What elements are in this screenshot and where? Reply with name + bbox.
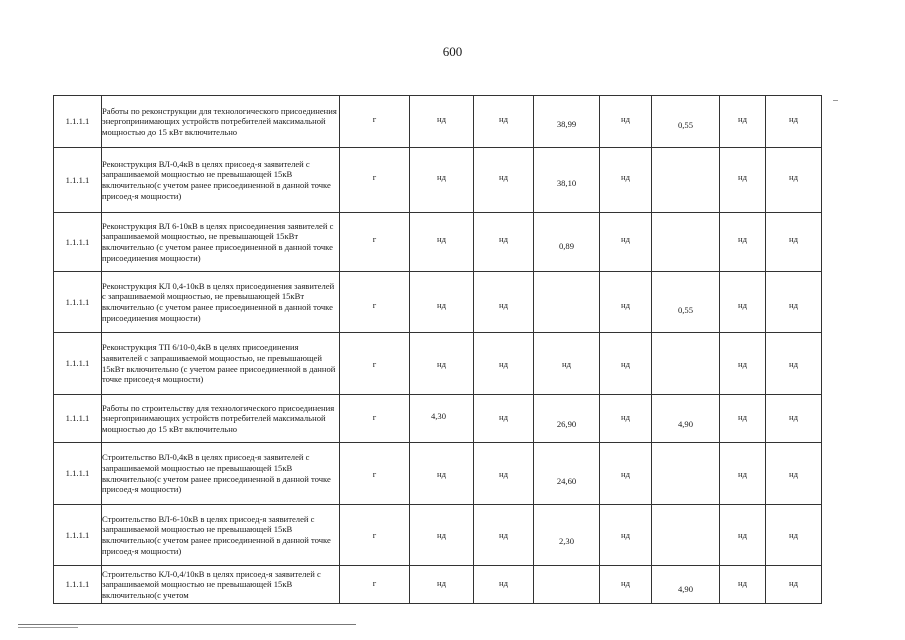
value-cell-c1 — [340, 443, 410, 505]
value-cell-c7 — [720, 333, 766, 395]
value-cell-c4 — [534, 213, 600, 272]
cell-value: нд — [621, 469, 630, 479]
value-cell-c2 — [410, 505, 474, 566]
value-cell-c6 — [652, 148, 720, 213]
value-cell-c7 — [720, 566, 766, 604]
cell-value: нд — [789, 300, 798, 310]
row-description-cell: Строительство КЛ-0,4/10кВ в целях присоед-я заявителей с запрашиваемой мощностью не превышающей 15кВ включительно(с учетом — [102, 566, 340, 604]
row-description-cell: Работы по реконструкции для технологического присоединения энергопринимающих устройств потребителей максимальной мощностью до 15 кВт включительно — [102, 96, 340, 148]
table-row — [54, 96, 822, 148]
value-cell-c2 — [410, 213, 474, 272]
value-cell-c8 — [766, 395, 822, 443]
value-cell-c4 — [534, 505, 600, 566]
value-cell-c6 — [652, 213, 720, 272]
cell-value: 0,55 — [677, 120, 694, 130]
cell-value: нд — [437, 172, 446, 182]
value-cell-c6 — [652, 272, 720, 333]
row-number-cell: 1.1.1.1 — [54, 272, 102, 333]
cell-value: нд — [499, 412, 508, 422]
cell-value: нд — [437, 359, 446, 369]
cell-value: 2,30 — [558, 536, 575, 546]
cell-value: нд — [789, 359, 798, 369]
value-cell-c1 — [340, 96, 410, 148]
value-cell-c4 — [534, 443, 600, 505]
value-cell-c1 — [340, 395, 410, 443]
cell-value: нд — [437, 114, 446, 124]
row-number-cell: 1.1.1.1 — [54, 395, 102, 443]
value-cell-c5 — [600, 96, 652, 148]
cell-value: г — [372, 359, 377, 369]
value-cell-c6 — [652, 96, 720, 148]
cell-value: г — [372, 530, 377, 540]
value-cell-c4 — [534, 566, 600, 604]
value-cell-c7 — [720, 505, 766, 566]
cell-value: нд — [621, 530, 630, 540]
row-number-cell: 1.1.1.1 — [54, 333, 102, 395]
data-table — [53, 95, 822, 604]
value-cell-c4 — [534, 96, 600, 148]
cell-value: 4,90 — [677, 584, 694, 594]
cell-value: нд — [621, 114, 630, 124]
value-cell-c8 — [766, 505, 822, 566]
cell-value: нд — [437, 469, 446, 479]
cell-value: нд — [437, 578, 446, 588]
value-cell-c3 — [474, 333, 534, 395]
cell-value: г — [372, 114, 377, 124]
value-cell-c8 — [766, 148, 822, 213]
cell-value: нд — [738, 359, 747, 369]
cell-value: 4,90 — [677, 419, 694, 429]
value-cell-c4 — [534, 333, 600, 395]
value-cell-c7 — [720, 148, 766, 213]
value-cell-c6 — [652, 333, 720, 395]
cell-value: нд — [621, 300, 630, 310]
cell-value: г — [372, 469, 377, 479]
cell-value: нд — [499, 469, 508, 479]
value-cell-c2 — [410, 96, 474, 148]
cell-value: нд — [789, 412, 798, 422]
scan-edge-line-short — [18, 627, 78, 628]
table-row — [54, 272, 822, 333]
table-row — [54, 566, 822, 604]
value-cell-c3 — [474, 213, 534, 272]
cell-value: нд — [789, 114, 798, 124]
row-description-cell: Работы по строительству для технологического присоединения энергопринимающих устройств потребителей максимальной мощностью до 15 кВт включительно — [102, 395, 340, 443]
value-cell-c1 — [340, 566, 410, 604]
cell-value: 0,89 — [558, 241, 575, 251]
row-number-cell: 1.1.1.1 — [54, 96, 102, 148]
table-row — [54, 213, 822, 272]
cell-value: нд — [437, 234, 446, 244]
value-cell-c1 — [340, 272, 410, 333]
cell-value: нд — [499, 359, 508, 369]
cell-value: нд — [789, 234, 798, 244]
cell-value: нд — [738, 469, 747, 479]
value-cell-c3 — [474, 566, 534, 604]
row-number-cell: 1.1.1.1 — [54, 148, 102, 213]
cell-value: г — [372, 234, 377, 244]
value-cell-c6 — [652, 566, 720, 604]
cell-value: 24,60 — [556, 476, 577, 486]
cell-value: нд — [621, 172, 630, 182]
row-number-cell: 1.1.1.1 — [54, 213, 102, 272]
cell-value: нд — [738, 114, 747, 124]
value-cell-c1 — [340, 148, 410, 213]
value-cell-c8 — [766, 272, 822, 333]
cell-value: нд — [738, 172, 747, 182]
cell-value: г — [372, 412, 377, 422]
value-cell-c8 — [766, 333, 822, 395]
cell-value: нд — [789, 172, 798, 182]
row-number-cell: 1.1.1.1 — [54, 566, 102, 604]
value-cell-c5 — [600, 148, 652, 213]
cell-value: нд — [499, 578, 508, 588]
row-description-cell: Реконструкция ВЛ 6-10кВ в целях присоединения заявителей с запрашиваемой мощностью, не превышающей 15кВт включительно (с учетом ранее присоединенной в данной точке присоединения мощности) — [102, 213, 340, 272]
table-row — [54, 505, 822, 566]
row-number-cell: 1.1.1.1 — [54, 505, 102, 566]
cell-value: нд — [738, 578, 747, 588]
value-cell-c8 — [766, 443, 822, 505]
value-cell-c3 — [474, 505, 534, 566]
value-cell-c6 — [652, 443, 720, 505]
value-cell-c2 — [410, 148, 474, 213]
cell-value: 38,10 — [556, 178, 577, 188]
cell-value: нд — [738, 300, 747, 310]
cell-value: нд — [562, 359, 571, 369]
value-cell-c5 — [600, 505, 652, 566]
value-cell-c6 — [652, 505, 720, 566]
value-cell-c2 — [410, 566, 474, 604]
cell-value: нд — [437, 300, 446, 310]
value-cell-c3 — [474, 148, 534, 213]
value-cell-c7 — [720, 443, 766, 505]
value-cell-c5 — [600, 566, 652, 604]
cell-value: нд — [621, 578, 630, 588]
row-description-cell: Строительство ВЛ-6-10кВ в целях присоед-я заявителей с запрашиваемой мощностью не превышающей 15кВ включительно(с учетом ранее присоединенной в данной точке присоед-я мощности) — [102, 505, 340, 566]
cell-value: нд — [621, 234, 630, 244]
cell-value: нд — [621, 412, 630, 422]
cell-value: нд — [789, 578, 798, 588]
value-cell-c2 — [410, 395, 474, 443]
value-cell-c3 — [474, 395, 534, 443]
cell-value: г — [372, 172, 377, 182]
row-description-cell: Строительство ВЛ-0,4кВ в целях присоед-я заявителей с запрашиваемой мощностью не превышающей 15кВ включительно(с учетом ранее присоединенной в данной точке присоед-я мощности) — [102, 443, 340, 505]
value-cell-c7 — [720, 395, 766, 443]
value-cell-c3 — [474, 443, 534, 505]
value-cell-c2 — [410, 333, 474, 395]
table-row — [54, 148, 822, 213]
value-cell-c5 — [600, 395, 652, 443]
page-number: 600 — [442, 44, 463, 59]
cell-value: нд — [738, 530, 747, 540]
cell-value: нд — [499, 530, 508, 540]
value-cell-c7 — [720, 96, 766, 148]
cell-value: нд — [621, 359, 630, 369]
cell-value: нд — [499, 114, 508, 124]
table-row — [54, 443, 822, 505]
cell-value: 26,90 — [556, 419, 577, 429]
value-cell-c2 — [410, 443, 474, 505]
cell-value: 0,55 — [677, 305, 694, 315]
cell-value: нд — [789, 530, 798, 540]
row-number-cell: 1.1.1.1 — [54, 443, 102, 505]
value-cell-c2 — [410, 272, 474, 333]
cell-value: г — [372, 578, 377, 588]
row-description-cell: Реконструкция ТП 6/10-0,4кВ в целях присоединения заявителей с запрашиваемой мощностью, не превышающей 15кВт включительно (с учетом ранее присоединенной в данной точке присоед-я мощности) — [102, 333, 340, 395]
cell-value: нд — [499, 172, 508, 182]
value-cell-c1 — [340, 213, 410, 272]
value-cell-c8 — [766, 96, 822, 148]
cell-value: 38,99 — [556, 119, 577, 129]
cell-value: г — [372, 300, 377, 310]
value-cell-c4 — [534, 395, 600, 443]
cell-value: нд — [789, 469, 798, 479]
cell-value: нд — [738, 412, 747, 422]
value-cell-c3 — [474, 272, 534, 333]
scan-edge-line — [18, 624, 356, 625]
value-cell-c7 — [720, 272, 766, 333]
cell-value: нд — [499, 234, 508, 244]
value-cell-c5 — [600, 213, 652, 272]
value-cell-c8 — [766, 566, 822, 604]
row-description-cell: Реконструкция КЛ 0,4-10кВ в целях присоединения заявителей с запрашиваемой мощностью, не превышающей 15кВт включительно (с учетом ранее присоединенной в данной точке присоединения мощности) — [102, 272, 340, 333]
value-cell-c3 — [474, 96, 534, 148]
value-cell-c1 — [340, 333, 410, 395]
cell-value: нд — [738, 234, 747, 244]
value-cell-c6 — [652, 395, 720, 443]
table-row — [54, 333, 822, 395]
value-cell-c1 — [340, 505, 410, 566]
value-cell-c5 — [600, 333, 652, 395]
cell-value: 4,30 — [430, 411, 447, 421]
value-cell-c5 — [600, 272, 652, 333]
cell-value: нд — [437, 530, 446, 540]
value-cell-c4 — [534, 148, 600, 213]
table-row — [54, 395, 822, 443]
value-cell-c8 — [766, 213, 822, 272]
margin-tick — [833, 100, 838, 101]
cell-value: нд — [499, 300, 508, 310]
value-cell-c4 — [534, 272, 600, 333]
value-cell-c7 — [720, 213, 766, 272]
row-description-cell: Реконструкция ВЛ-0,4кВ в целях присоед-я заявителей с запрашиваемой мощностью не превышающей 15кВ включительно(с учетом ранее присоединенной в данной точке присоед-я мощности) — [102, 148, 340, 213]
value-cell-c5 — [600, 443, 652, 505]
